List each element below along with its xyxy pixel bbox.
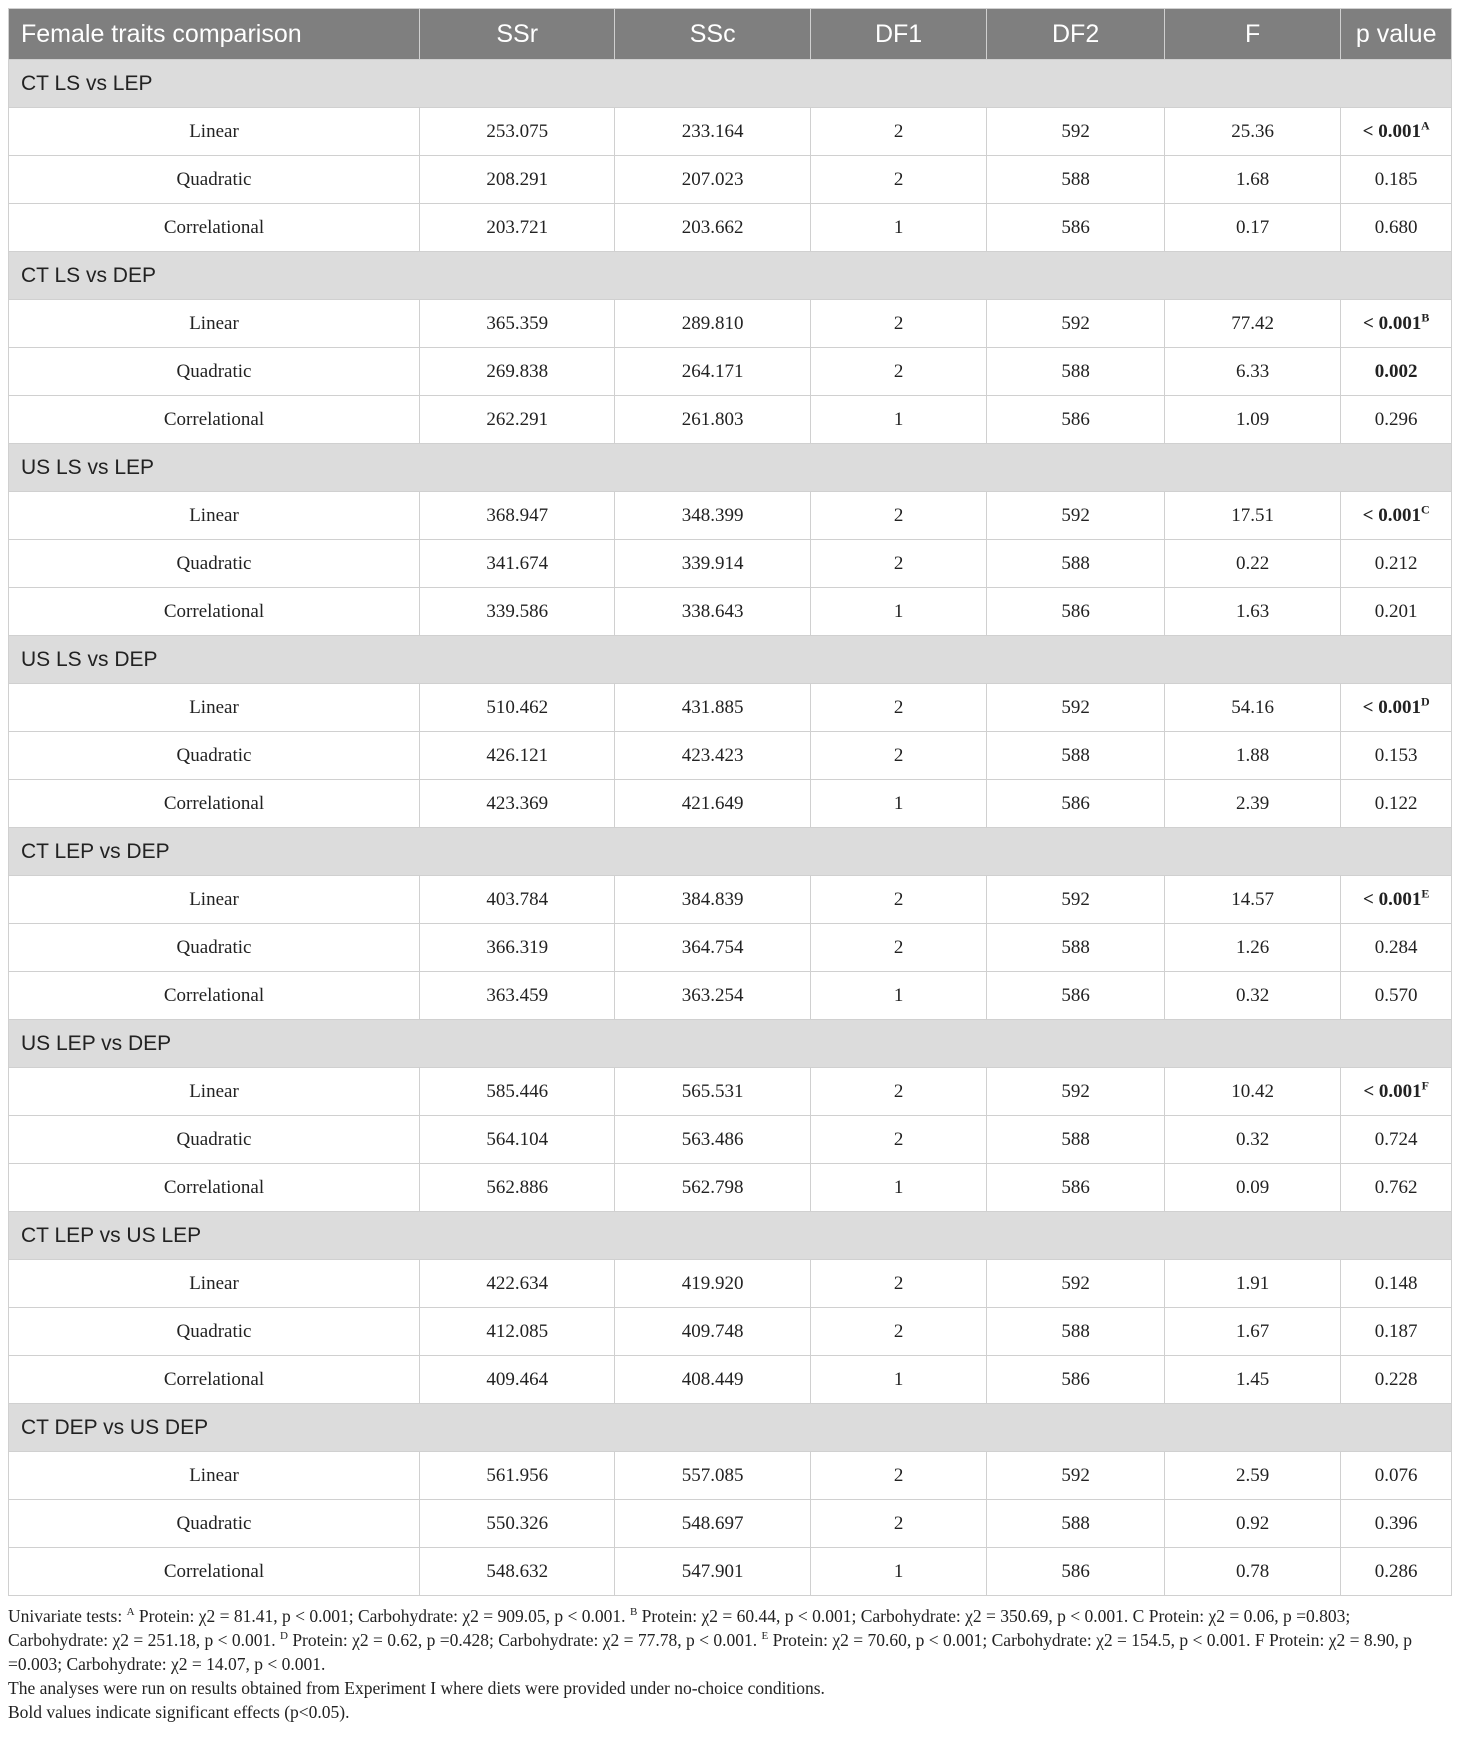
cell-ssr: 262.291 (420, 396, 615, 444)
footnote-marker: A (126, 1606, 135, 1619)
table-row (9, 540, 1452, 588)
footnote-marker: E (761, 1630, 769, 1643)
p-value-text: 0.122 (1374, 792, 1418, 814)
cell-f: 1.63 (1164, 588, 1340, 636)
table-row (9, 396, 1452, 444)
cell-effect-type: Quadratic (9, 732, 420, 780)
cell-p-value (1341, 1260, 1452, 1308)
cell-df1: 1 (810, 1356, 986, 1404)
cell-f: 2.59 (1164, 1452, 1340, 1500)
footnote-marker: F (1421, 1078, 1430, 1093)
group-title: CT LEP vs DEP (9, 828, 1452, 876)
cell-f: 54.16 (1164, 684, 1340, 732)
cell-ssc: 384.839 (615, 876, 810, 924)
cell-f: 1.67 (1164, 1308, 1340, 1356)
cell-df1: 2 (810, 1260, 986, 1308)
cell-f: 0.22 (1164, 540, 1340, 588)
table-row (9, 1308, 1452, 1356)
cell-p-value (1341, 1548, 1452, 1596)
cell-df2: 588 (987, 1116, 1165, 1164)
cell-p-value (1341, 1116, 1452, 1164)
group-row (9, 252, 1452, 300)
header-row (9, 9, 1452, 60)
cell-ssc: 261.803 (615, 396, 810, 444)
cell-ssr: 426.121 (420, 732, 615, 780)
cell-f: 0.32 (1164, 972, 1340, 1020)
p-value-text: < 0.001 (1362, 504, 1421, 526)
cell-effect-type: Linear (9, 1068, 420, 1116)
cell-effect-type: Quadratic (9, 1500, 420, 1548)
p-value-text: 0.076 (1374, 1464, 1418, 1486)
table-header (9, 9, 1452, 60)
table-row (9, 684, 1452, 732)
table-footnote (8, 1604, 1452, 1724)
cell-effect-type: Quadratic (9, 348, 420, 396)
cell-df2: 592 (987, 684, 1165, 732)
footnote-text: Protein: χ2 = 60.44, p < 0.001; Carbohydrate: χ2 = 350.69, p < 0.001. C Protein: χ2 = 0.06, p =0.803; Carbohydrate: χ2 = 251.18, p < 0.001. (8, 1606, 1351, 1650)
cell-effect-type: Correlational (9, 780, 420, 828)
p-value-text: 0.762 (1374, 1176, 1418, 1198)
cell-ssr: 365.359 (420, 300, 615, 348)
footnote-marker: B (629, 1606, 638, 1619)
cell-ssr: 561.956 (420, 1452, 615, 1500)
p-value-text: < 0.001 (1363, 312, 1422, 334)
table-row (9, 588, 1452, 636)
cell-p-value (1341, 300, 1452, 348)
cell-df1: 2 (810, 1500, 986, 1548)
cell-ssr: 562.886 (420, 1164, 615, 1212)
cell-df1: 1 (810, 1164, 986, 1212)
cell-effect-type: Correlational (9, 972, 420, 1020)
p-value-text: < 0.001 (1363, 888, 1422, 910)
cell-f: 0.92 (1164, 1500, 1340, 1548)
footnote-marker: A (1421, 118, 1430, 133)
cell-effect-type: Quadratic (9, 924, 420, 972)
cell-effect-type: Correlational (9, 1164, 420, 1212)
cell-p-value (1341, 540, 1452, 588)
footnote-marker: B (1421, 310, 1430, 325)
cell-ssr: 208.291 (420, 156, 615, 204)
cell-f: 10.42 (1164, 1068, 1340, 1116)
group-row (9, 1212, 1452, 1260)
group-row (9, 444, 1452, 492)
cell-ssc: 348.399 (615, 492, 810, 540)
cell-df2: 592 (987, 1452, 1165, 1500)
table-row (9, 1116, 1452, 1164)
header-ssr: SSr (420, 9, 615, 60)
table-row (9, 972, 1452, 1020)
cell-p-value (1341, 108, 1452, 156)
group-title: CT LS vs LEP (9, 60, 1452, 108)
results-table (8, 8, 1452, 1596)
group-row (9, 60, 1452, 108)
cell-df2: 588 (987, 348, 1165, 396)
table-row (9, 348, 1452, 396)
cell-df2: 586 (987, 1548, 1165, 1596)
p-value-text: 0.185 (1374, 168, 1418, 190)
cell-df2: 588 (987, 924, 1165, 972)
cell-p-value (1341, 396, 1452, 444)
cell-p-value (1341, 1308, 1452, 1356)
group-title: US LS vs DEP (9, 636, 1452, 684)
cell-effect-type: Linear (9, 108, 420, 156)
cell-df1: 2 (810, 156, 986, 204)
table-row (9, 156, 1452, 204)
p-value-text: 0.286 (1374, 1560, 1418, 1582)
table-row (9, 1164, 1452, 1212)
cell-ssc: 557.085 (615, 1452, 810, 1500)
cell-p-value (1341, 732, 1452, 780)
cell-p-value (1341, 204, 1452, 252)
cell-ssc: 339.914 (615, 540, 810, 588)
cell-ssr: 422.634 (420, 1260, 615, 1308)
p-value-text: 0.187 (1374, 1320, 1418, 1342)
cell-ssr: 550.326 (420, 1500, 615, 1548)
cell-effect-type: Linear (9, 684, 420, 732)
group-row (9, 636, 1452, 684)
p-value-text: < 0.001 (1362, 696, 1421, 718)
cell-f: 14.57 (1164, 876, 1340, 924)
cell-effect-type: Correlational (9, 396, 420, 444)
table-row (9, 1500, 1452, 1548)
cell-ssr: 585.446 (420, 1068, 615, 1116)
table-row (9, 732, 1452, 780)
p-value-text: 0.396 (1374, 1512, 1418, 1534)
cell-p-value (1341, 1356, 1452, 1404)
table-row (9, 1356, 1452, 1404)
cell-p-value (1341, 1452, 1452, 1500)
cell-p-value (1341, 684, 1452, 732)
table-row (9, 204, 1452, 252)
cell-df1: 2 (810, 684, 986, 732)
cell-df1: 2 (810, 492, 986, 540)
header-ssc: SSc (615, 9, 810, 60)
cell-df1: 1 (810, 1548, 986, 1596)
footnote-text: Protein: χ2 = 81.41, p < 0.001; Carbohydrate: χ2 = 909.05, p < 0.001. (134, 1606, 630, 1626)
cell-ssc: 364.754 (615, 924, 810, 972)
cell-df1: 1 (810, 780, 986, 828)
cell-ssr: 368.947 (420, 492, 615, 540)
cell-f: 2.39 (1164, 780, 1340, 828)
cell-f: 6.33 (1164, 348, 1340, 396)
table-row (9, 300, 1452, 348)
cell-df2: 586 (987, 396, 1165, 444)
cell-f: 1.88 (1164, 732, 1340, 780)
cell-df2: 586 (987, 1356, 1165, 1404)
p-value-text: 0.680 (1374, 216, 1418, 238)
cell-ssr: 510.462 (420, 684, 615, 732)
cell-df1: 2 (810, 876, 986, 924)
cell-effect-type: Linear (9, 300, 420, 348)
cell-effect-type: Linear (9, 1260, 420, 1308)
cell-df2: 592 (987, 876, 1165, 924)
cell-ssr: 339.586 (420, 588, 615, 636)
cell-ssr: 366.319 (420, 924, 615, 972)
cell-f: 1.26 (1164, 924, 1340, 972)
cell-effect-type: Quadratic (9, 1308, 420, 1356)
cell-ssc: 423.423 (615, 732, 810, 780)
cell-ssr: 269.838 (420, 348, 615, 396)
table-row (9, 1260, 1452, 1308)
cell-ssr: 548.632 (420, 1548, 615, 1596)
cell-ssc: 421.649 (615, 780, 810, 828)
cell-p-value (1341, 348, 1452, 396)
cell-df2: 586 (987, 972, 1165, 1020)
cell-ssc: 338.643 (615, 588, 810, 636)
p-value-text: 0.201 (1374, 600, 1418, 622)
p-value-text: 0.212 (1374, 552, 1418, 574)
cell-ssr: 403.784 (420, 876, 615, 924)
cell-effect-type: Linear (9, 1452, 420, 1500)
cell-df2: 586 (987, 204, 1165, 252)
cell-effect-type: Correlational (9, 588, 420, 636)
cell-ssr: 363.459 (420, 972, 615, 1020)
cell-df1: 2 (810, 1308, 986, 1356)
group-row (9, 1020, 1452, 1068)
cell-ssc: 233.164 (615, 108, 810, 156)
cell-f: 0.17 (1164, 204, 1340, 252)
table-row (9, 1452, 1452, 1500)
cell-effect-type: Correlational (9, 1356, 420, 1404)
cell-ssr: 564.104 (420, 1116, 615, 1164)
footnote-text: Protein: χ2 = 0.62, p =0.428; Carbohydrate: χ2 = 77.78, p < 0.001. (287, 1630, 762, 1650)
cell-df1: 2 (810, 924, 986, 972)
cell-ssc: 547.901 (615, 1548, 810, 1596)
footnote-marker: D (1421, 694, 1430, 709)
table-body (9, 60, 1452, 1596)
group-title: CT LS vs DEP (9, 252, 1452, 300)
table-row (9, 108, 1452, 156)
cell-df1: 1 (810, 588, 986, 636)
header-comparison: Female traits comparison (9, 9, 420, 60)
group-title: CT DEP vs US DEP (9, 1404, 1452, 1452)
cell-f: 17.51 (1164, 492, 1340, 540)
cell-df1: 2 (810, 108, 986, 156)
cell-p-value (1341, 156, 1452, 204)
cell-ssr: 423.369 (420, 780, 615, 828)
cell-p-value (1341, 972, 1452, 1020)
p-value-text: 0.148 (1374, 1272, 1418, 1294)
cell-df2: 588 (987, 732, 1165, 780)
cell-df1: 2 (810, 1452, 986, 1500)
cell-ssc: 431.885 (615, 684, 810, 732)
table-container (8, 8, 1452, 1724)
cell-ssc: 419.920 (615, 1260, 810, 1308)
group-title: US LEP vs DEP (9, 1020, 1452, 1068)
p-value-text: < 0.001 (1362, 120, 1421, 142)
cell-effect-type: Linear (9, 876, 420, 924)
footnote-marker: E (1421, 886, 1430, 901)
cell-ssr: 341.674 (420, 540, 615, 588)
cell-df2: 592 (987, 1260, 1165, 1308)
cell-df2: 586 (987, 1164, 1165, 1212)
cell-f: 0.32 (1164, 1116, 1340, 1164)
footnote-text: Protein: χ2 = 70.60, p < 0.001; Carbohydrate: χ2 = 154.5, p < 0.001. F Protein: χ2 = 8.90, p =0.003; Carbohydrate: χ2 = 14.07, p < 0.001. (8, 1630, 1413, 1674)
cell-f: 0.09 (1164, 1164, 1340, 1212)
header-f: F (1164, 9, 1340, 60)
cell-ssc: 408.449 (615, 1356, 810, 1404)
cell-df2: 592 (987, 108, 1165, 156)
cell-ssc: 563.486 (615, 1116, 810, 1164)
footnote-text: Univariate tests: (8, 1606, 127, 1626)
header-p-value: p value (1341, 9, 1452, 60)
cell-effect-type: Correlational (9, 204, 420, 252)
cell-df1: 2 (810, 1068, 986, 1116)
cell-ssc: 565.531 (615, 1068, 810, 1116)
cell-df2: 588 (987, 1500, 1165, 1548)
cell-effect-type: Quadratic (9, 540, 420, 588)
cell-ssr: 203.721 (420, 204, 615, 252)
cell-ssc: 207.023 (615, 156, 810, 204)
cell-effect-type: Quadratic (9, 1116, 420, 1164)
cell-df1: 2 (810, 1116, 986, 1164)
p-value-text: 0.002 (1374, 360, 1418, 382)
table-row (9, 492, 1452, 540)
cell-df1: 1 (810, 396, 986, 444)
group-title: US LS vs LEP (9, 444, 1452, 492)
p-value-text: 0.153 (1374, 744, 1418, 766)
table-row (9, 876, 1452, 924)
footnote-univariate-tests (8, 1604, 1452, 1676)
cell-f: 77.42 (1164, 300, 1340, 348)
header-df1: DF1 (810, 9, 986, 60)
cell-f: 0.78 (1164, 1548, 1340, 1596)
p-value-text: < 0.001 (1363, 1080, 1422, 1102)
cell-p-value (1341, 876, 1452, 924)
cell-f: 1.45 (1164, 1356, 1340, 1404)
cell-p-value (1341, 924, 1452, 972)
cell-p-value (1341, 1068, 1452, 1116)
cell-ssr: 409.464 (420, 1356, 615, 1404)
header-df2: DF2 (987, 9, 1165, 60)
footnote-bold-note: Bold values indicate significant effects (p<0.05). (8, 1702, 350, 1722)
cell-ssc: 203.662 (615, 204, 810, 252)
cell-df2: 592 (987, 1068, 1165, 1116)
p-value-text: 0.296 (1374, 408, 1418, 430)
cell-df1: 1 (810, 972, 986, 1020)
cell-df2: 586 (987, 780, 1165, 828)
cell-p-value (1341, 1500, 1452, 1548)
cell-ssr: 253.075 (420, 108, 615, 156)
footnote-experiment-note: The analyses were run on results obtained from Experiment I where diets were provided under no-choice conditions. (8, 1678, 825, 1698)
group-row (9, 828, 1452, 876)
cell-df2: 588 (987, 1308, 1165, 1356)
footnote-marker: D (280, 1630, 288, 1643)
cell-f: 1.09 (1164, 396, 1340, 444)
cell-ssc: 409.748 (615, 1308, 810, 1356)
cell-f: 1.91 (1164, 1260, 1340, 1308)
cell-df1: 2 (810, 540, 986, 588)
cell-effect-type: Quadratic (9, 156, 420, 204)
cell-df1: 2 (810, 300, 986, 348)
cell-ssc: 363.254 (615, 972, 810, 1020)
cell-df1: 2 (810, 732, 986, 780)
cell-df1: 2 (810, 348, 986, 396)
cell-effect-type: Linear (9, 492, 420, 540)
cell-effect-type: Correlational (9, 1548, 420, 1596)
cell-df2: 592 (987, 300, 1165, 348)
cell-p-value (1341, 1164, 1452, 1212)
cell-df2: 588 (987, 156, 1165, 204)
cell-df1: 1 (810, 204, 986, 252)
cell-p-value (1341, 780, 1452, 828)
cell-p-value (1341, 492, 1452, 540)
cell-df2: 592 (987, 492, 1165, 540)
p-value-text: 0.228 (1374, 1368, 1418, 1390)
cell-df2: 588 (987, 540, 1165, 588)
cell-ssc: 562.798 (615, 1164, 810, 1212)
table-row (9, 1068, 1452, 1116)
p-value-text: 0.284 (1374, 936, 1418, 958)
table-row (9, 1548, 1452, 1596)
table-row (9, 924, 1452, 972)
cell-ssc: 548.697 (615, 1500, 810, 1548)
cell-ssc: 289.810 (615, 300, 810, 348)
cell-f: 25.36 (1164, 108, 1340, 156)
cell-f: 1.68 (1164, 156, 1340, 204)
cell-ssc: 264.171 (615, 348, 810, 396)
footnote-marker: C (1421, 502, 1430, 517)
p-value-text: 0.724 (1374, 1128, 1418, 1150)
table-row (9, 780, 1452, 828)
cell-p-value (1341, 588, 1452, 636)
cell-df2: 586 (987, 588, 1165, 636)
group-title: CT LEP vs US LEP (9, 1212, 1452, 1260)
p-value-text: 0.570 (1374, 984, 1418, 1006)
group-row (9, 1404, 1452, 1452)
cell-ssr: 412.085 (420, 1308, 615, 1356)
